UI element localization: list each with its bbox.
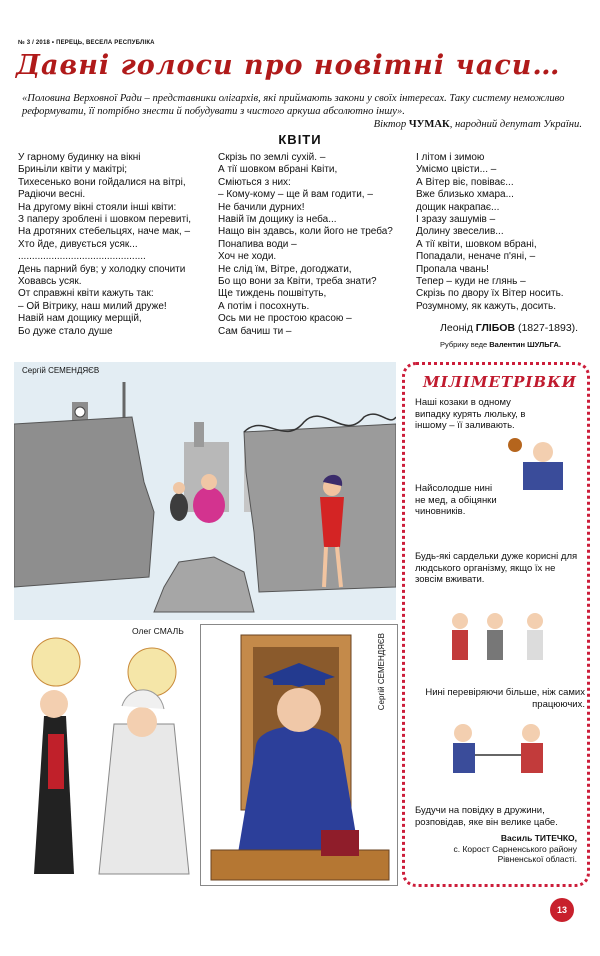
milimetrivky-box [402,362,590,887]
poem-line: Нащо він здавсь, коли його не треба? [218,226,393,238]
joke-1: Наші козаки в одному випадку курять люльку, в іншому – її заливають. [415,397,526,431]
quote-author-first: Віктор [373,119,407,130]
poem-line: Умісмо цвісти... – [416,164,497,176]
poem-line: дощик накрапає... [416,201,500,213]
poem-line: І літом і зимою [416,152,485,163]
poem-author-years: (1827-1893). [517,322,579,334]
poem-line: Долину звеселив... [416,226,504,238]
poem-line: – Ой Вітрику, наш милий друже! [18,300,167,312]
rubric-editor: Валентин ШУЛЬГА. [489,340,561,349]
poem-line: Бо що вони за Квіти, треба знати? [218,276,377,288]
poem-column-3 [416,152,564,313]
poem-line: А тії шовком вбрані Квіти, [218,164,338,176]
quote-author-last: ЧУМАК [408,119,450,130]
poem-line: На дротяних стебельцях, наче мак, – [18,226,191,238]
poem-line: Брињіли квіти у макітрі; [18,164,128,176]
signature-name: Василь ТИТЕЧКО, [500,833,577,843]
poem-line: А потім і посохнуть. [218,300,310,312]
poem-line: Пропала чвань! [416,263,489,275]
wall-artist-caption: Сергій СЕМЕНДЯЄВ [22,366,100,375]
poem-line: Скрізь по двору їх Вітер носить. [416,288,564,300]
joke-3-illustration [435,603,565,671]
page-number: 13 [550,898,574,922]
poem-line: Не слід їм, Вітре, догоджати, [218,263,352,275]
milimetrivky-title: МІЛІМЕТРІВКИ [423,373,577,391]
wall-cartoon-illustration [14,362,396,620]
poem-line: Ховавсь усяк. [18,276,82,288]
signature-region: Рівненської області. [497,854,577,864]
poem-line: От справжні квіти кажуть так: [18,288,154,300]
page-title: Давні голоси про новітні часи… [16,50,561,81]
judge-cartoon [200,624,398,886]
joke-2: Найсолодше нині не мед, а обіцянки чиновників. [415,483,497,517]
wall-cartoon [14,362,396,620]
poem-line: Понапива води – [218,238,297,250]
poem-author-first: Леонід [440,322,473,334]
joke-5: Будучи на повідку в дружини, розповідав, яке він велике цабе. [415,805,558,828]
poem-line: Тепер – куди не глянь – [416,276,526,288]
joke-4: Нині перевіряючи більше, ніж самих працюючих. [425,687,585,710]
quote-signature [22,118,582,131]
poem-line: Не бачили дурних! [218,201,305,213]
poem-title: КВІТИ [278,132,322,147]
quote-author-role: , народний депутат України. [449,119,582,130]
poem-column-2 [218,152,393,338]
poem-line: Навій нам дощику мерщій, [18,313,142,325]
poem-line: На другому вікні стояли інші квіти: [18,201,177,213]
poem-line: Ось ми не простою красою – [218,313,352,325]
poem-line: Радіючи весні. [18,189,86,201]
rubric-prefix: Рубрику веде [440,340,488,349]
signature-place: с. Корост Сарненського району [453,843,577,854]
judge-artist-caption: Сергій СЕМЕНДЯЄВ [377,633,386,711]
poem-line: Попадали, неначе п'яні, – [416,251,536,263]
poem-author-last: ГЛІБОВ [475,322,516,334]
poem-line: Бо дуже стало душе [18,325,113,337]
poem-author [440,322,578,334]
poem-line: Хоч не ходи. [218,251,277,263]
judge-cartoon-illustration [201,625,398,886]
poem-line: А Вітер віє, повіває... [416,176,514,188]
poem-line: Сміються з них: [218,176,291,188]
poem-line: Тихесенько вони гойдалися на вітрі, [18,176,186,188]
rubric-credit [440,340,561,349]
poem-line: Вже близько хмара... [416,189,514,201]
quote-text: «Половина Верховної Ради – представники олігархів, які приймають закони у своїх інтересах. Таку систему неможливо реформувати, її потрібно знести й побудувати з чистого аркуша абсолютно іншу». [22,93,565,117]
epigraph-quote [22,92,582,131]
poem-column-1 [18,152,191,338]
milimetrivky-signature [402,833,577,865]
poem-line: У гарному будинку на вікні [18,152,141,163]
poem-line: Розумному, як кажуть, досить. [416,300,556,312]
poem-line: Навій їм дощику із неба... [218,214,337,226]
wedding-cartoon [14,624,196,886]
poem-line: Ще тиждень пошвітуть, [218,288,327,300]
poem-line: .............................................. [18,251,146,263]
poem-line: Скрізь по землі сухій. – [218,152,326,163]
joke-4-illustration [433,715,563,785]
issue-header: № 3 / 2018 • ПЕРЕЦЬ, ВЕСЕЛА РЕСПУБЛІКА [18,40,155,46]
wedding-cartoon-illustration [14,624,196,886]
poem-line: Хто йде, дивується усяк... [18,238,138,250]
poem-line: – Кому-кому – ще й вам годити, – [218,189,373,201]
joke-3: Будь-які сардельки дуже корисні для людського організму, якщо їх не зовсім вживати. [415,551,578,585]
wedding-artist-caption: Олег СМАЛЬ [132,626,184,636]
poem-line: З паперу зроблені і шовком перевиті, [18,214,192,226]
poem-line: Сам бачиш ти – [218,325,292,337]
poem-line: А тії квіти, шовком вбрані, [416,238,537,250]
poem-line: День парний був; у холодку спочити [18,263,186,275]
poem-line: І зразу зашумів – [416,214,496,226]
joke-1-illustration [503,427,583,492]
